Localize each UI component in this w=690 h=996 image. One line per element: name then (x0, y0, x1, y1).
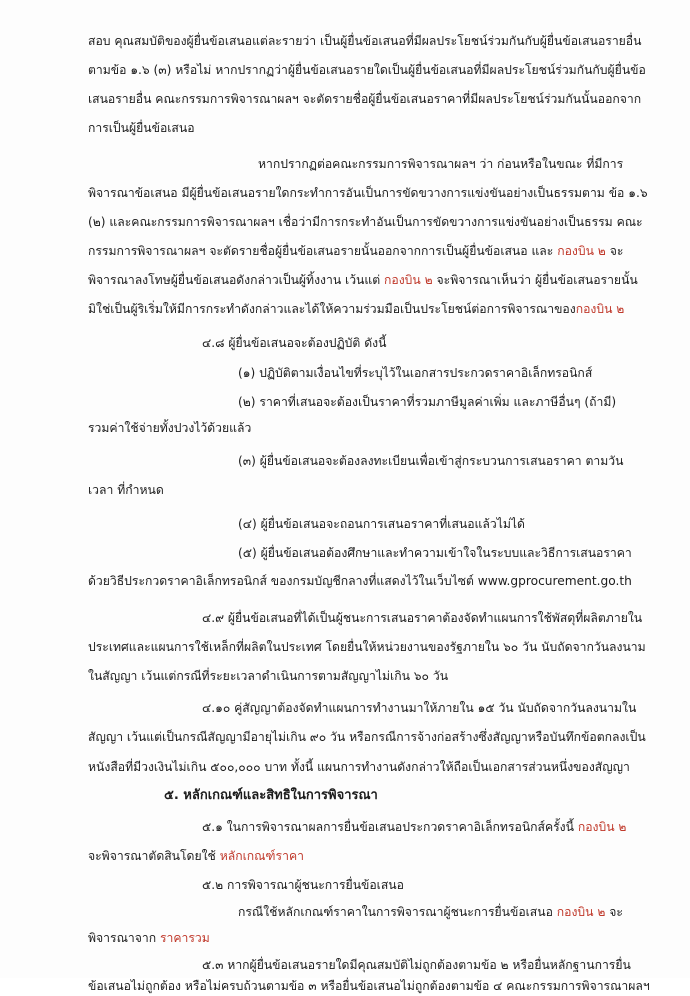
text-line: เวลา ที่กำหนด (88, 483, 164, 497)
list-item: (๕) ผู้ยื่นข้อเสนอต้องศึกษาและทำความเข้าใจในระบบและวิธีการเสนอราคา (238, 546, 632, 560)
list-item: (๓) ผู้ยื่นข้อเสนอจะต้องลงทะเบียนเพื่อเข้าสู่กระบวนการเสนอราคา ตามวัน (238, 454, 624, 468)
highlight-agency: กองบิน ๒ (384, 273, 433, 287)
text-line: มิใช่เป็นผู้ริเริ่มให้มีการกระทำดังกล่าวและได้ให้ความร่วมมือเป็นประโยชน์ต่อการพิจารณาของกองบิน ๒ (88, 302, 625, 316)
section-heading: ๕. หลักเกณฑ์และสิทธิในการพิจารณา (164, 788, 378, 803)
text-line: พิจารณาจาก ราคารวม (88, 931, 210, 945)
text-line: กรรมการพิจารณาผลฯ จะตัดรายชื่อผู้ยื่นข้อเสนอรายนั้นออกจากการเป็นผู้ยื่นข้อเสนอ และ กองบิน ๒ จะ (88, 244, 624, 258)
text-line: ประเทศและแผนการใช้เหล็กที่ผลิตในประเทศ โดยยื่นให้หน่วยงานของรัฐภายใน ๖๐ วัน นับถัดจากวันลงนาม (88, 640, 646, 654)
clause-4-8: ๔.๘ ผู้ยื่นข้อเสนอจะต้องปฏิบัติ ดังนี้ (202, 336, 387, 350)
text-line: ข้อเสนอไม่ถูกต้อง หรือไม่ครบถ้วนตามข้อ ๓ หรือยื่นข้อเสนอไม่ถูกต้องตามข้อ ๔ คณะกรรมการพิจารณาผลฯ (88, 979, 650, 993)
text-line: หากปรากฏต่อคณะกรรมการพิจารณาผลฯ ว่า ก่อนหรือในขณะ ที่มีการ (258, 157, 624, 171)
list-item: (๔) ผู้ยื่นข้อเสนอจะถอนการเสนอราคาที่เสนอแล้วไม่ได้ (238, 517, 525, 531)
list-item: (๒) ราคาที่เสนอจะต้องเป็นราคาที่รวมภาษีมูลค่าเพิ่ม และภาษีอื่นๆ (ถ้ามี) (238, 395, 617, 409)
list-item: (๑) ปฏิบัติตามเงื่อนไขที่ระบุไว้ในเอกสารประกวดราคาอิเล็กทรอนิกส์ (238, 366, 593, 380)
text-line: กรณีใช้หลักเกณฑ์ราคาในการพิจารณาผู้ชนะการยื่นข้อเสนอ กองบิน ๒ จะ (238, 905, 623, 919)
text-line: ในสัญญา เว้นแต่กรณีที่ระยะเวลาดำเนินการตามสัญญาไม่เกิน ๖๐ วัน (88, 669, 449, 683)
highlight-agency: กองบิน ๒ (575, 302, 625, 316)
text-line: การเป็นผู้ยื่นข้อเสนอ (88, 121, 195, 135)
highlight-total-price: ราคารวม (159, 931, 210, 945)
text-line: หนังสือที่มีวงเงินไม่เกิน ๕๐๐,๐๐๐ บาท ทั้งนี้ แผนการทำงานดังกล่าวให้ถือเป็นเอกสารส่วนหนึ่งของสัญญา (88, 760, 630, 774)
text-line: สอบ คุณสมบัติของผู้ยื่นข้อเสนอแต่ละรายว่า เป็นผู้ยื่นข้อเสนอที่มีผลประโยชน์ร่วมกันกับผู้ยื่นข้อเสนอรายอื่น (88, 34, 642, 48)
clause-4-9: ๔.๙ ผู้ยื่นข้อเสนอที่ได้เป็นผู้ชนะการเสนอราคาต้องจัดทำแผนการใช้พัสดุที่ผลิตภายใน (202, 611, 643, 625)
text-line: พิจารณาข้อเสนอ มีผู้ยื่นข้อเสนอรายใดกระทำการอันเป็นการขัดขวางการแข่งขันอย่างเป็นธรรมตาม ข้อ ๑.๖ (88, 186, 648, 200)
clause-5-2: ๕.๒ การพิจารณาผู้ชนะการยื่นข้อเสนอ (202, 878, 404, 892)
text-line: ตามข้อ ๑.๖ (๓) หรือไม่ หากปรากฏว่าผู้ยื่นข้อเสนอรายใดเป็นผู้ยื่นข้อเสนอที่มีผลประโยชน์ร่วมกันกับผู้ยื่นข้อ (88, 63, 646, 77)
text-line: ด้วยวิธีประกวดราคาอิเล็กทรอนิกส์ ของกรมบัญชีกลางที่แสดงไว้ในเว็บไซต์ www.gprocurement.go.th (88, 574, 632, 588)
clause-4-10: ๔.๑๐ คู่สัญญาต้องจัดทำแผนการทำงานมาให้ภายใน ๑๕ วัน นับถัดจากวันลงนามใน (202, 701, 637, 715)
clause-5-1: ๕.๑ ในการพิจารณาผลการยื่นข้อเสนอประกวดราคาอิเล็กทรอนิกส์ครั้งนี้ กองบิน ๒ (202, 820, 627, 834)
text-line: จะพิจารณาตัดสินโดยใช้ หลักเกณฑ์ราคา (88, 849, 304, 863)
highlight-agency: กองบิน ๒ (557, 244, 606, 258)
text-line: พิจารณาลงโทษผู้ยื่นข้อเสนอดังกล่าวเป็นผู้ทิ้งงาน เว้นแต่ กองบิน ๒ จะพิจารณาเห็นว่า ผู้ยื่นข้อเสนอรายนั้น (88, 273, 638, 287)
highlight-agency: กองบิน ๒ (577, 820, 627, 834)
clause-5-3: ๕.๓ หากผู้ยื่นข้อเสนอรายใดมีคุณสมบัติไม่ถูกต้องตามข้อ ๒ หรือยื่นหลักฐานการยื่น (202, 958, 631, 972)
text-line: (๒) และคณะกรรมการพิจารณาผลฯ เชื่อว่ามีการกระทำอันเป็นการขัดขวางการแข่งขันอย่างเป็นธรรม คณะ (88, 215, 643, 229)
text-line: รวมค่าใช้จ่ายทั้งปวงไว้ด้วยแล้ว (88, 421, 252, 435)
highlight-agency: กองบิน ๒ (556, 905, 606, 919)
highlight-criteria: หลักเกณฑ์ราคา (219, 849, 304, 863)
text-line: สัญญา เว้นแต่เป็นกรณีสัญญามีอายุไม่เกิน ๙๐ วัน หรือกรณีการจ้างก่อสร้างซึ่งสัญญาหรือบันทึกข้อตกลงเป็น (88, 730, 646, 744)
text-line: เสนอรายอื่น คณะกรรมการพิจารณาผลฯ จะตัดรายชื่อผู้ยื่นข้อเสนอราคาที่มีผลประโยชน์ร่วมกันนั้นออกจาก (88, 92, 642, 106)
